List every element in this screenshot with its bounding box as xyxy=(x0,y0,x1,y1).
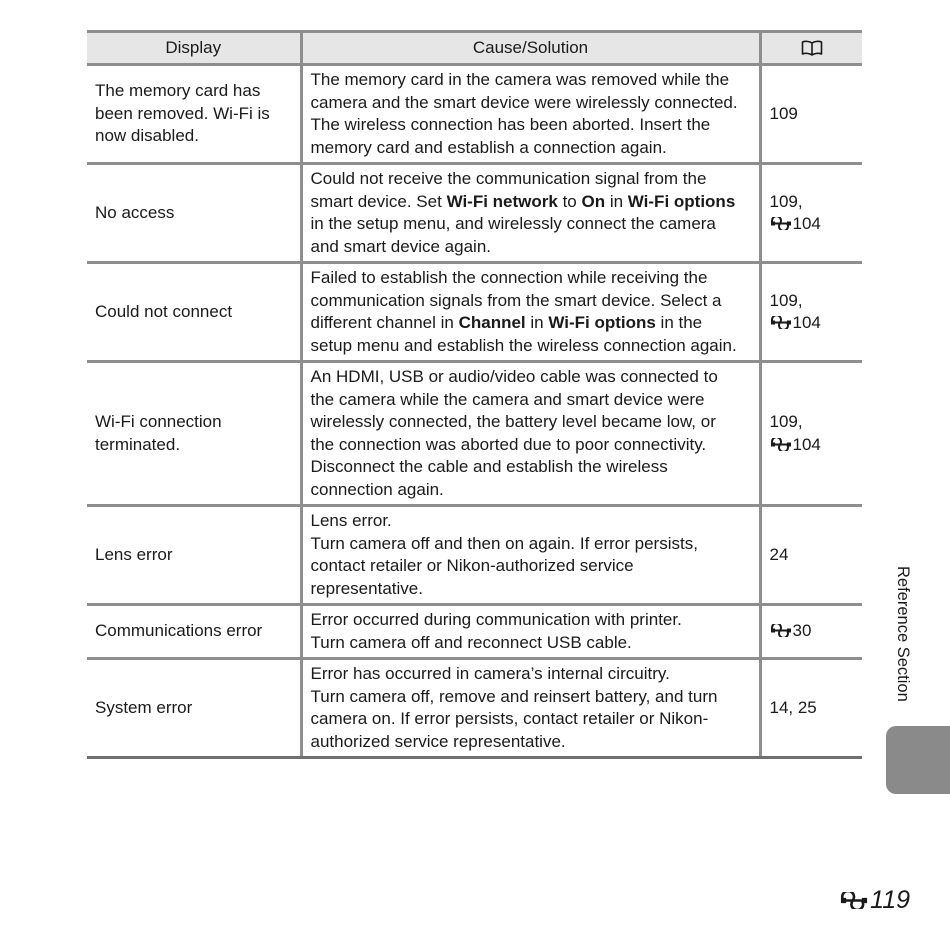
text-segment: setup menu and establish the wireless connection again. xyxy=(310,335,737,355)
cause-line xyxy=(311,663,751,686)
cause-line xyxy=(311,69,751,92)
page-number xyxy=(839,886,910,915)
cause-line xyxy=(311,366,751,389)
page-reference xyxy=(770,544,855,567)
display-cell xyxy=(87,506,301,605)
page-reference xyxy=(770,620,855,643)
cause-line xyxy=(311,686,751,709)
reference-e-icon xyxy=(770,316,792,329)
cause-solution-cell xyxy=(301,506,760,605)
book-icon xyxy=(801,40,823,56)
setting-name: Channel xyxy=(458,313,526,332)
text-segment: authorized service representative. xyxy=(310,731,566,751)
page-reference-number: 109, xyxy=(769,191,803,211)
cause-line xyxy=(311,335,751,358)
cause-line xyxy=(311,114,751,137)
header-page-reference xyxy=(760,32,862,65)
table-row xyxy=(87,605,862,659)
text-segment: communication signals from the smart device. Select a xyxy=(310,290,722,310)
text-segment: the connection was aborted due to poor connectivity. xyxy=(310,434,707,454)
setting-name: On xyxy=(581,191,606,211)
cause-line xyxy=(311,312,751,335)
text-segment: in the xyxy=(655,313,703,332)
reference-e-icon xyxy=(770,438,792,451)
text-segment: contact retailer or Nikon-authorized service xyxy=(310,556,634,575)
cause-line xyxy=(311,236,751,259)
text-segment: connection again. xyxy=(310,479,444,499)
header-display: Display xyxy=(87,32,301,65)
text-segment: camera and the smart device were wirelessly connected. xyxy=(310,92,738,112)
cause-solution-cell xyxy=(301,263,760,362)
page-reference-cell xyxy=(760,65,862,164)
display-line: Lens error xyxy=(95,544,173,564)
page-reference xyxy=(770,103,855,126)
text-segment: memory card and establish a connection again. xyxy=(310,137,667,157)
page-reference xyxy=(770,290,855,313)
cause-solution-cell xyxy=(301,605,760,659)
text-segment: Disconnect the cable and establish the wireless xyxy=(310,457,668,476)
display-line: Could not connect xyxy=(95,301,233,321)
cause-line xyxy=(311,411,751,434)
cause-line xyxy=(311,389,751,412)
page-reference xyxy=(770,434,855,457)
text-segment: Turn camera off and then on again. If error persists, xyxy=(310,533,698,553)
cause-line xyxy=(311,708,751,731)
page-reference-number: 104 xyxy=(792,434,821,454)
page-reference-cell xyxy=(760,164,862,263)
cause-line xyxy=(311,137,751,160)
cause-line xyxy=(311,92,751,115)
text-segment: Failed to establish the connection while receiving the xyxy=(310,268,708,287)
cause-line xyxy=(311,479,751,502)
cause-line xyxy=(311,578,751,601)
page-reference xyxy=(770,697,855,720)
table-row xyxy=(87,659,862,758)
page-reference xyxy=(770,191,855,214)
setting-name: Wi-Fi network xyxy=(446,191,558,211)
text-segment: Lens error. xyxy=(310,511,392,530)
text-segment: Could not receive the communication signal from the xyxy=(310,169,707,188)
text-segment: Turn camera off and reconnect USB cable. xyxy=(310,632,632,652)
cause-line xyxy=(311,290,751,313)
cause-line xyxy=(311,533,751,556)
table-header-row xyxy=(87,32,862,65)
table-row xyxy=(87,263,862,362)
page-reference-cell xyxy=(760,659,862,758)
text-segment: to xyxy=(557,191,582,211)
page-reference-number: 104 xyxy=(792,214,821,233)
setting-name: Wi-Fi options xyxy=(627,191,736,211)
text-segment: representative. xyxy=(310,578,423,598)
page-reference-number: 24 xyxy=(769,544,789,564)
display-cell xyxy=(87,164,301,263)
cause-line xyxy=(311,609,751,632)
display-cell xyxy=(87,263,301,362)
cause-solution-cell xyxy=(301,164,760,263)
reference-e-icon xyxy=(839,892,869,909)
display-line: No access xyxy=(95,202,175,222)
table-row xyxy=(87,362,862,506)
text-segment: camera on. If error persists, contact retailer or Nikon- xyxy=(310,709,709,728)
page-reference-number: 109, xyxy=(769,290,803,310)
display-cell xyxy=(87,362,301,506)
cause-line xyxy=(311,456,751,479)
reference-e-icon xyxy=(770,217,792,230)
page-reference-number: 30 xyxy=(792,621,812,641)
cause-line xyxy=(311,434,751,457)
text-segment: The memory card in the camera was removed while the xyxy=(310,70,730,89)
display-line: terminated. xyxy=(95,434,181,454)
cause-solution-cell xyxy=(301,362,760,506)
cause-solution-cell xyxy=(301,65,760,164)
text-segment: The wireless connection has been aborted. Insert the xyxy=(310,115,711,134)
text-segment: Error has occurred in camera’s internal circuitry. xyxy=(310,664,670,683)
page-reference-number: 104 xyxy=(792,313,821,332)
cause-line xyxy=(311,168,751,191)
page-reference-number: 109, xyxy=(769,412,803,431)
display-line: now disabled. xyxy=(95,126,199,146)
table-row xyxy=(87,65,862,164)
display-line: The memory card has xyxy=(95,81,261,101)
cause-solution-cell xyxy=(301,659,760,758)
table-row xyxy=(87,506,862,605)
text-segment: in xyxy=(605,191,628,211)
section-tab xyxy=(886,726,950,794)
page-number-text: 119 xyxy=(870,886,910,914)
page-reference-number: 14, 25 xyxy=(769,697,817,717)
cause-line xyxy=(311,510,751,533)
text-segment: An HDMI, USB or audio/video cable was connected to xyxy=(310,367,718,386)
reference-e-icon xyxy=(770,624,792,637)
page-reference xyxy=(770,411,855,434)
page-reference-cell xyxy=(760,362,862,506)
display-cell xyxy=(87,65,301,164)
text-segment: in xyxy=(525,313,549,332)
page-reference-cell xyxy=(760,263,862,362)
cause-line xyxy=(311,267,751,290)
text-segment: different channel in xyxy=(310,313,459,332)
page-reference-cell xyxy=(760,506,862,605)
cause-line xyxy=(311,213,751,236)
page-reference xyxy=(770,213,855,236)
display-line: Communications error xyxy=(95,621,263,641)
cause-line xyxy=(311,731,751,754)
cause-line xyxy=(311,632,751,655)
text-segment: wirelessly connected, the battery level became low, or xyxy=(310,412,716,431)
display-cell xyxy=(87,605,301,659)
text-segment: Error occurred during communication with printer. xyxy=(310,610,682,629)
text-segment: Turn camera off, remove and reinsert battery, and turn xyxy=(310,686,718,706)
page-reference-number: 109 xyxy=(769,103,798,123)
display-line: been removed. Wi-Fi is xyxy=(95,103,270,123)
cause-line xyxy=(311,191,751,214)
display-line: System error xyxy=(95,697,193,717)
table-row xyxy=(87,164,862,263)
setting-name: Wi-Fi options xyxy=(548,313,656,332)
text-segment: the camera while the camera and smart device were xyxy=(310,389,705,409)
text-segment: in the setup menu, and wirelessly connect the camera xyxy=(310,214,716,233)
header-cause-solution: Cause/Solution xyxy=(301,32,760,65)
display-cell xyxy=(87,659,301,758)
display-line: Wi-Fi connection xyxy=(95,412,222,431)
error-messages-table xyxy=(87,30,862,759)
page-reference xyxy=(770,312,855,335)
text-segment: and smart device again. xyxy=(310,236,491,256)
text-segment: smart device. Set xyxy=(310,191,447,211)
page-reference-cell xyxy=(760,605,862,659)
side-section-label: Reference Section xyxy=(894,566,912,702)
cause-line xyxy=(311,555,751,578)
